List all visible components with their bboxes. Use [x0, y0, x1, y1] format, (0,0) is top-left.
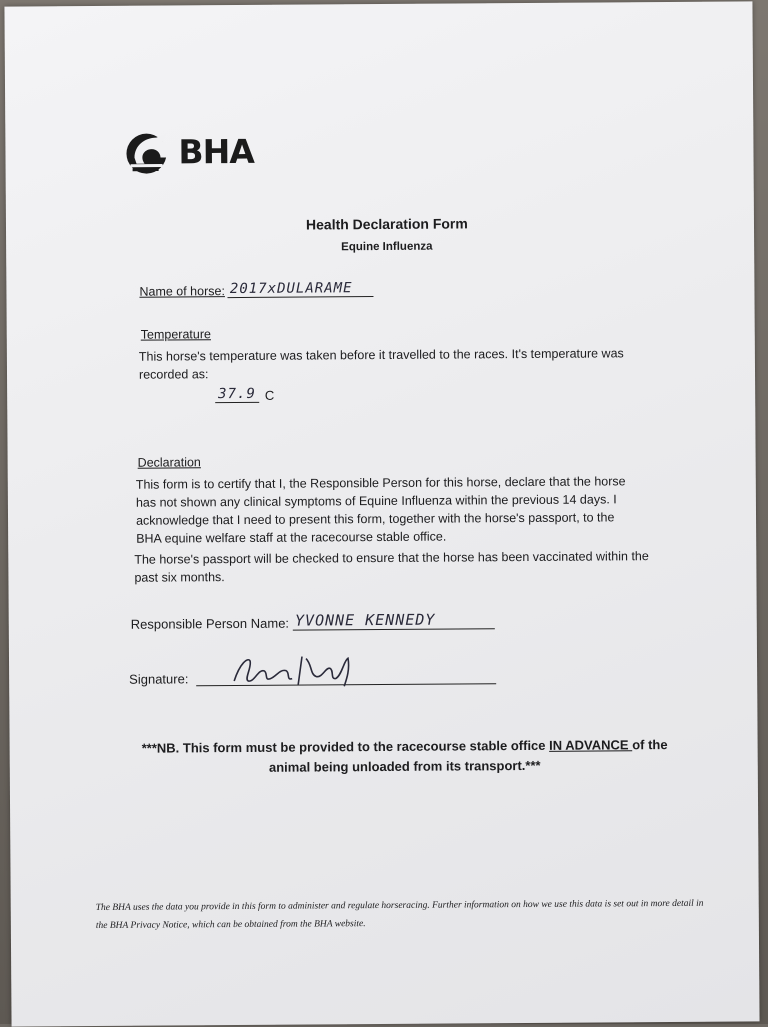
- form-title: Health Declaration Form: [305, 215, 468, 233]
- signature-row: [129, 653, 496, 687]
- handwritten-signature: [226, 650, 376, 691]
- declaration-text: This form is to certify that I, the Responsible Person for this horse, declare that the horse has not shown any clinical symptoms of Equine Influenza within the previous 14 days. I acknowledge that I need to present this form, together with the horse's passport, to the BHA equine welfare staff at the racecourse stable office.: [135, 474, 626, 546]
- temperature-heading: Temperature: [140, 327, 211, 342]
- notice-highlight: IN ADVANCE: [549, 737, 633, 753]
- responsible-person-label: Responsible Person Name:: [130, 615, 290, 632]
- temperature-unit: C: [264, 387, 275, 403]
- responsible-person-field[interactable]: YVONNE KENNEDY: [293, 611, 495, 630]
- temperature-reading: [215, 386, 274, 403]
- bha-logo: [120, 127, 254, 176]
- signature-field[interactable]: [196, 653, 496, 686]
- passport-text: The horse's passport will be checked to ensure that the horse has been vaccinated within the past six months.: [134, 549, 649, 585]
- horse-name-row: [139, 280, 374, 299]
- form-sheet: [4, 1, 759, 1026]
- notice-text-before: ***NB. This form must be provided to the racecourse stable office: [141, 737, 550, 756]
- horse-head-icon: [120, 127, 176, 175]
- horse-name-label: Name of horse:: [139, 284, 225, 299]
- temperature-field[interactable]: 37.9: [215, 386, 259, 403]
- privacy-footer: The BHA uses the data you provide in this form to administer and regulate horseracing. Further information on how we use this data is set out in more detail in the BHA Privacy Notice, which can be obtained from the BHA website.: [95, 898, 704, 932]
- advance-notice: [125, 735, 685, 779]
- temperature-text: This horse's temperature was taken before it travelled to the races. It's temperature was recorded as:: [138, 346, 624, 382]
- signature-label: Signature:: [129, 671, 189, 687]
- horse-name-field[interactable]: 2017xDULARAME: [228, 280, 374, 298]
- form-subtitle: Equine Influenza: [341, 240, 433, 254]
- responsible-person-row: [131, 611, 495, 632]
- notice-text-after: of the animal being unloaded from its transport.***: [268, 737, 668, 775]
- declaration-heading: Declaration: [137, 455, 201, 470]
- logo-text: BHA: [178, 131, 254, 171]
